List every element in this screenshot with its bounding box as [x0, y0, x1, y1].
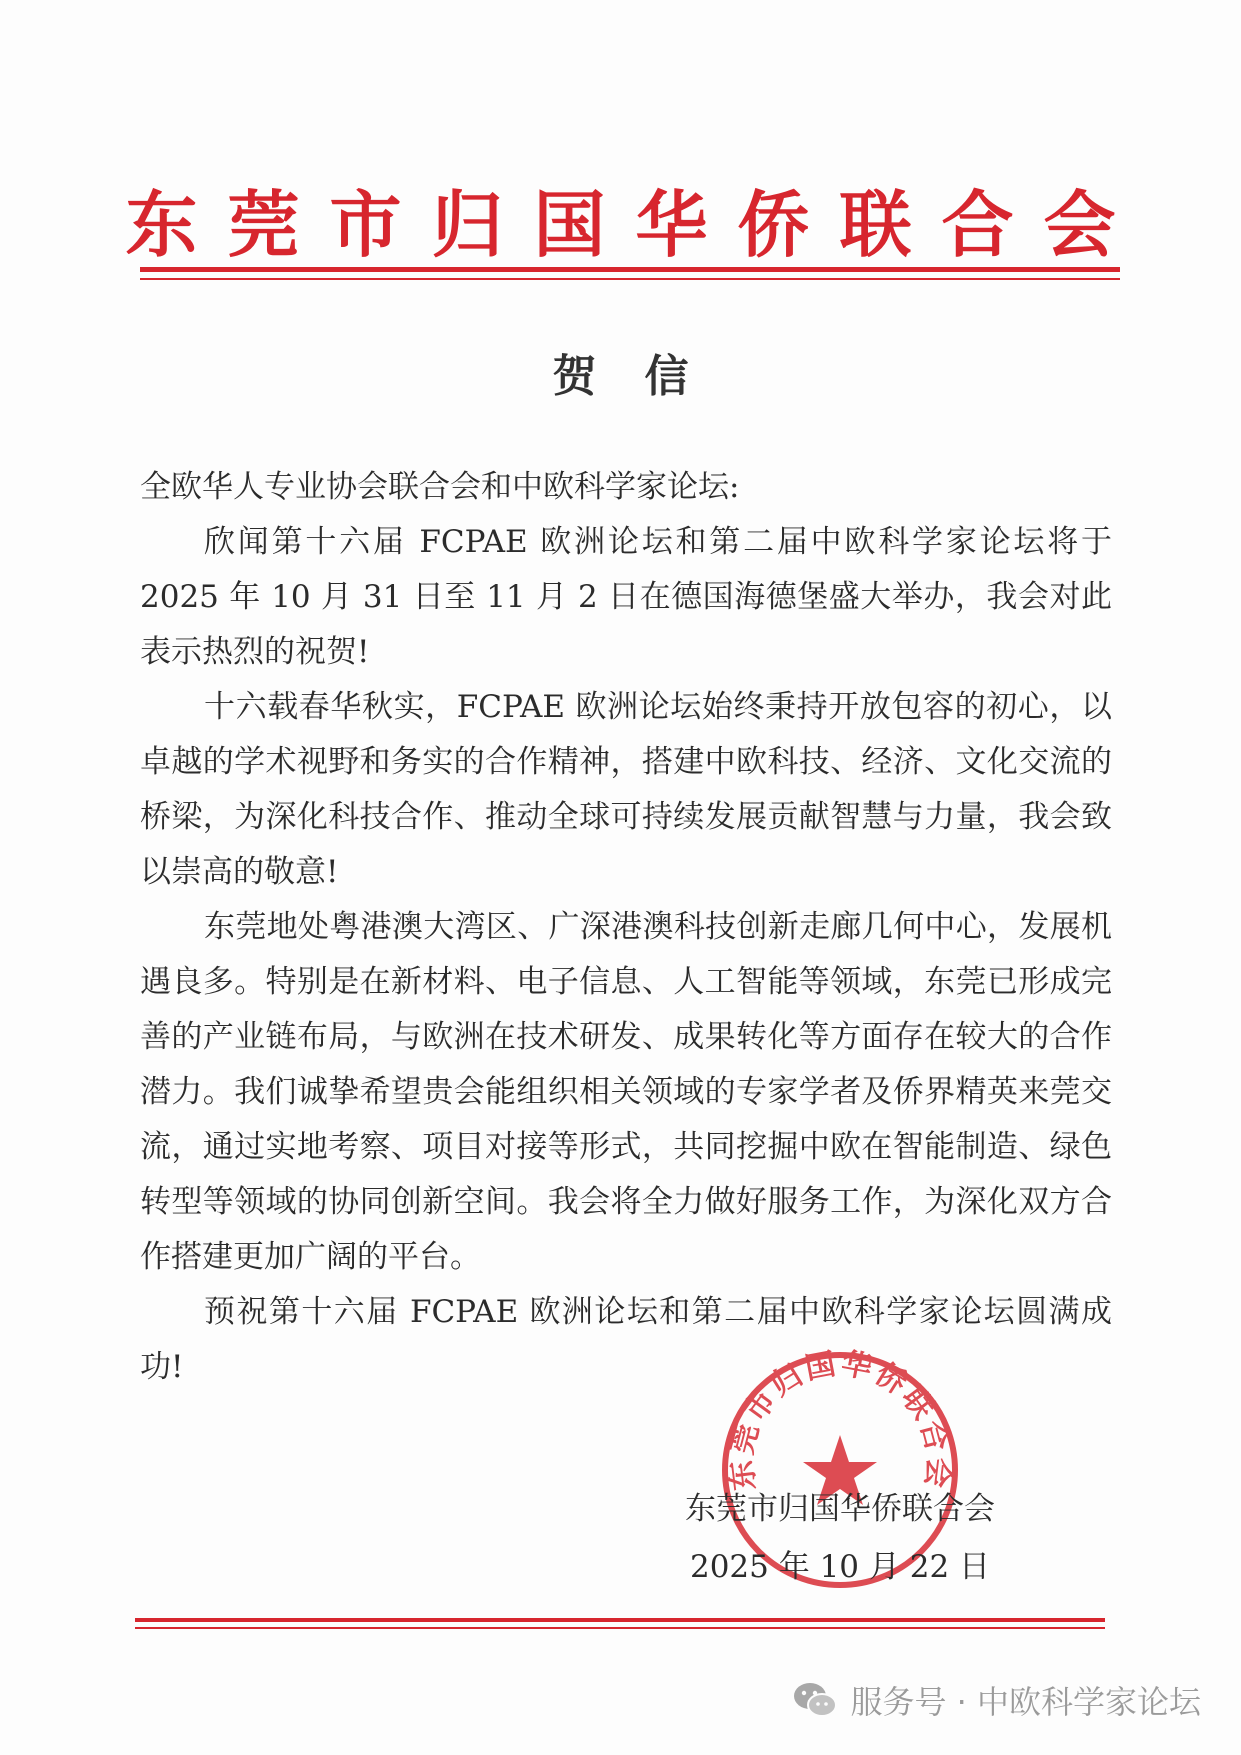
signature-date: 2025 年 10 月 22 日 — [689, 1549, 991, 1585]
signature-org: 东莞市归国华侨联合会 — [685, 1491, 995, 1527]
paragraph-1: 欣闻第十六届 FCPAE 欧洲论坛和第二届中欧科学家论坛将于2025 年 10 月 31 日至 11 月 2 日在德国海德堡盛大举办，我会对此表示热烈的祝贺! — [140, 524, 1112, 670]
signature-block — [660, 1480, 1020, 1596]
letterhead-rule-thick — [140, 267, 1120, 272]
watermark-label: 服务号 · 中欧科学家论坛 — [850, 1683, 1201, 1721]
watermark — [792, 1675, 1201, 1725]
salutation: 全欧华人专业协会联合会和中欧科学家论坛: — [140, 469, 740, 505]
letterhead-title: 东莞市归国华侨联合会 — [125, 182, 1146, 267]
paragraph-3: 东莞地处粤港澳大湾区、广深港澳科技创新走廊几何中心，发展机遇良多。特别是在新材料、电子信息、人工智能等领域，东莞已形成完善的产业链布局，与欧洲在技术研发、成果转化等方面存在较大的合作潜力。我们诚挚希望贵会能组织相关领域的专家学者及侨界精英来莞交流，通过实地考察、项目对接等形式，共同挖掘中欧在智能制造、绿色转型等领域的协同创新空间。我会将全力做好服务工作，为深化双方合作搭建更加广阔的平台。 — [140, 909, 1112, 1275]
paragraph-2: 十六载春华秋实，FCPAE 欧洲论坛始终秉持开放包容的初心，以卓越的学术视野和务实的合作精神，搭建中欧科技、经济、文化交流的桥梁，为深化科技合作、推动全球可持续发展贡献智慧与力量，我会致以崇高的敬意! — [140, 689, 1112, 890]
footer-rule-thin — [135, 1627, 1105, 1629]
paragraph-4: 预祝第十六届 FCPAE 欧洲论坛和第二届中欧科学家论坛圆满成功! — [140, 1294, 1112, 1385]
document-title: 贺信 — [552, 351, 737, 402]
footer-rule-thick — [135, 1618, 1105, 1622]
seal-text: 东莞市归国华侨联合会 — [723, 1346, 957, 1493]
wechat-icon — [792, 1680, 838, 1720]
letterhead-rule-thin — [140, 278, 1120, 280]
letter-body — [140, 460, 1112, 1395]
